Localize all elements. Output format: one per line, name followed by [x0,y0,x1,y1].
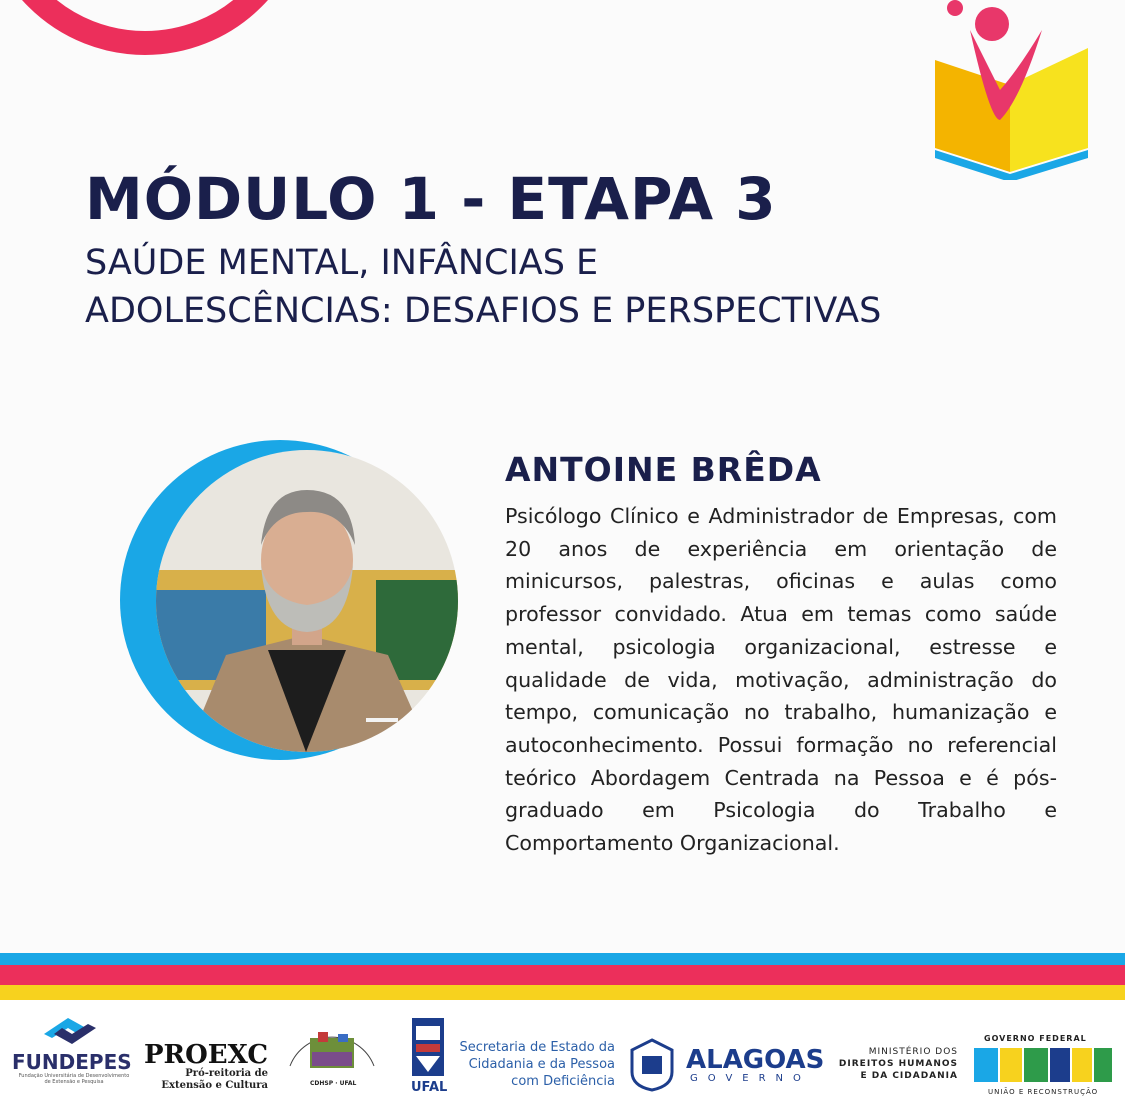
fundepes-logo-subtext: Fundação Universitária de Desenvolvimento de Extensão e Pesquisa [18,1073,130,1085]
brasil-logo-icon [974,1044,1114,1086]
alagoas-logo-text: ALAGOAS [686,1045,825,1075]
speaker-photo [156,450,458,752]
ministry-line-1: MINISTÉRIO DOS [868,1047,958,1057]
ministry-line-3: E DA CIDADANIA [860,1071,958,1082]
reading-person-logo [930,0,1095,180]
fundepes-logo-text: FUNDEPES [12,1050,132,1074]
stripe-yellow [0,985,1125,1000]
ministry-logo-text [828,1046,958,1082]
speaker-bio: Psicólogo Clínico e Administrador de Empresas, com 20 anos de experiência em orientação de minicursos, palestras, oficinas e aulas como professor convidado. Atua em temas como saúde mental, psicologia organizacional, estresse e qualidade de vida, motivação, administração do tempo, comunicação no trabalho, humanização e autoconhecimento. Possui formação no referencial teórico Abordagem Centrada na Pessoa e é pós-graduado em Psicologia do Trabalho e Comportamento Organizacional. [505,504,1057,856]
fundepes-logo-icon [40,1014,100,1048]
decorative-pink-ring [0,0,310,55]
proexc-logo-subtext: Pró-reitoria de Extensão e Cultura [161,1068,268,1091]
ufal-crest-icon [410,1014,446,1080]
cdhsp-logo-text: CDHSP · UFAL [310,1080,357,1087]
speaker-name: ANTOINE BRÊDA [505,450,822,489]
stripe-pink [0,965,1125,985]
federal-gov-tagline: UNIÃO E RECONSTRUÇÃO [988,1088,1099,1096]
proexc-logo-text: PROEXC [144,1040,269,1070]
ministry-line-2: DIREITOS HUMANOS [838,1059,958,1070]
subtitle-line-2: ADOLESCÊNCIAS: DESAFIOS E PERSPECTIVAS [85,290,882,331]
module-title: MÓDULO 1 - ETAPA 3 [85,165,777,233]
alagoas-logo-subtext: GOVERNO [690,1073,811,1084]
cdhsp-seal-icon [282,1006,382,1086]
stripe-blue [0,953,1125,965]
alagoas-crest-icon [628,1038,676,1092]
subtitle-line-1: SAÚDE MENTAL, INFÂNCIAS E [85,243,599,283]
ufal-logo-text: UFAL [411,1080,448,1095]
federal-gov-label: GOVERNO FEDERAL [984,1034,1087,1043]
speaker-photo-frame [120,440,480,760]
secretaria-logo-text: Secretaria de Estado da Cidadania e da Pessoa com Deficiência [459,1040,615,1089]
module-subtitle [85,240,1085,335]
